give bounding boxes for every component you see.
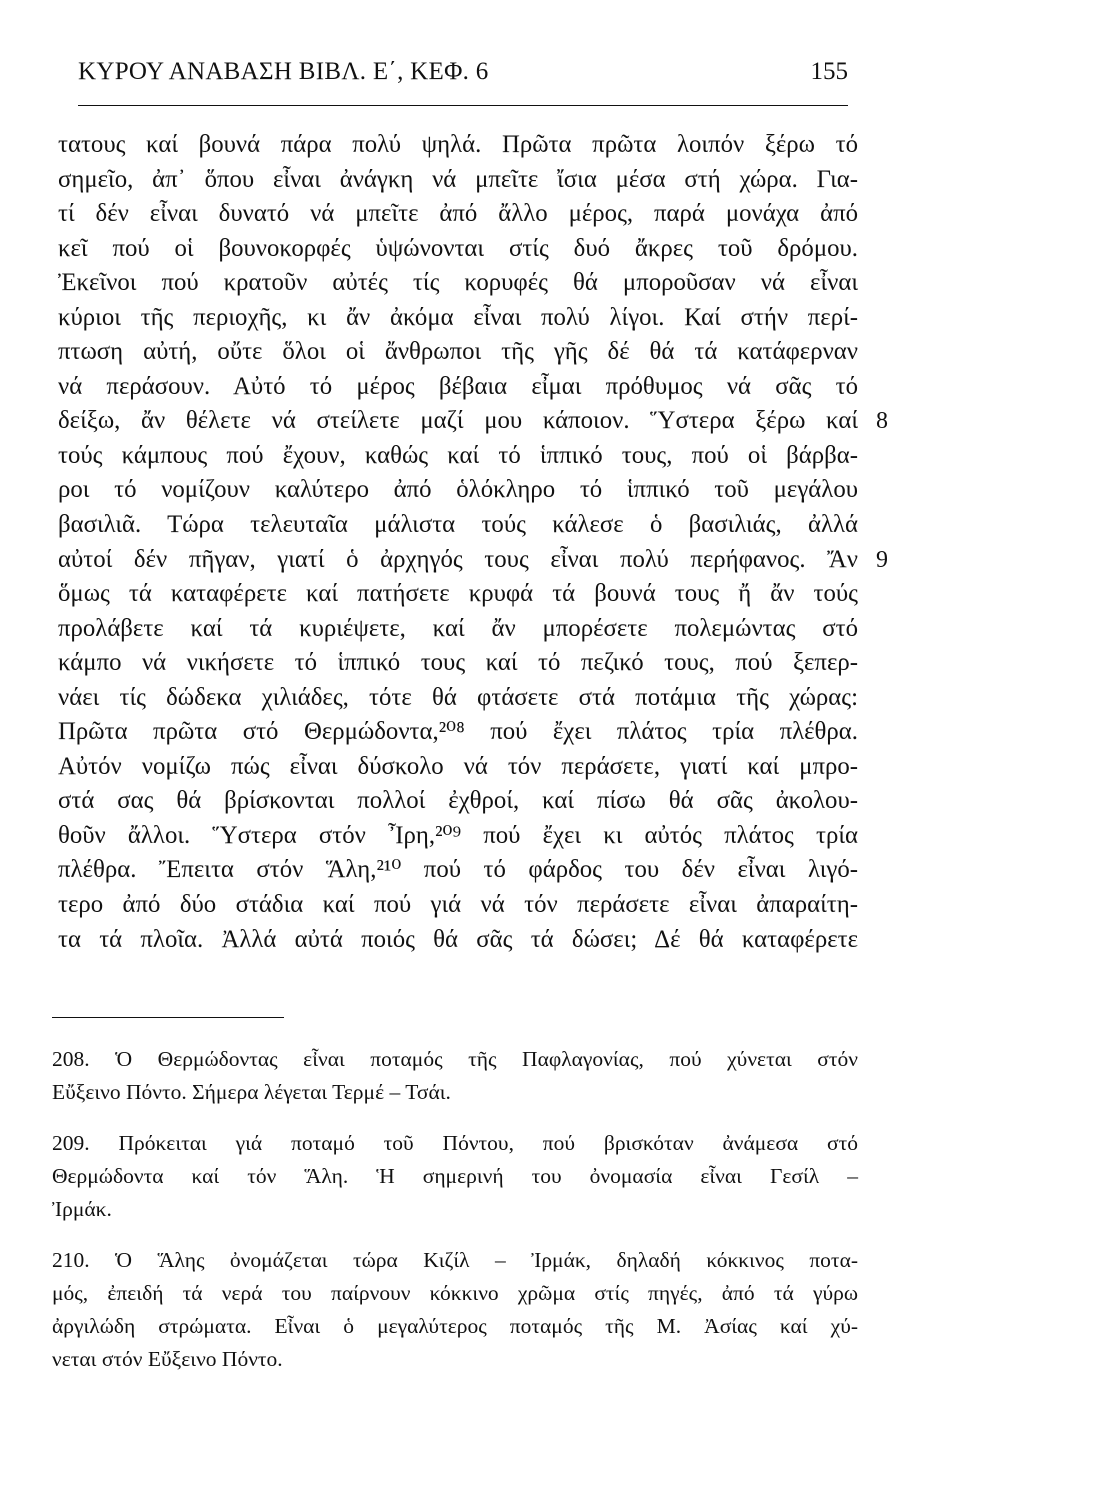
text-line: ὅμως τά καταφέρετε καί πατήσετε κρυφά τά βουνά τους ἤ ἄν τούς — [58, 580, 858, 608]
footnote-line: Εὔξεινο Πόντο. Σήμερα λέγεται Τερμέ – Τσάι. — [52, 1080, 451, 1104]
text-line: σημεῖο, ἀπ᾽ ὅπου εἶναι ἀνάγκη νά μπεῖτε ἴσια μέσα στή χώρα. Για- — [58, 165, 858, 193]
running-head: ΚΥΡΟΥ ΑΝΑΒΑΣΗ ΒΙΒΛ. Ε΄, ΚΕΦ. 6 — [78, 58, 489, 85]
footnote-line: Θερμώδοντα καί τόν Ἅλη. Ἡ σημερινή του ὀνομασία εἶναι Γεσίλ – — [52, 1164, 858, 1188]
footnote-rule — [52, 1017, 284, 1018]
text-line: στά σας θά βρίσκονται πολλοί ἐχθροί, καί πίσω θά σᾶς ἀκολου- — [58, 787, 858, 815]
text-line: τούς κάμπους πού ἔχουν, καθώς καί τό ἱππικό τους, πού οἱ βάρβα- — [58, 441, 858, 469]
margin-section-number: 9 — [876, 546, 888, 573]
footnote-209 — [52, 1127, 858, 1226]
text-line: δείξω, ἄν θέλετε νά στείλετε μαζί μου κάποιον. Ὕστερα ξέρω καί 8 — [58, 404, 858, 439]
text-line: Αὐτόν νομίζω πώς εἶναι δύσκολο νά τόν περάσετε, γιατί καί μπρο- — [58, 752, 858, 780]
footnote-line: μός, ἐπειδή τά νερά του παίρνουν κόκκινο χρῶμα στίς πηγές, ἀπό τά γύρω — [52, 1281, 858, 1305]
main-text — [58, 128, 888, 957]
text-line: θοῦν ἄλλοι. Ὕστερα στόν Ἶρη,²⁰⁹ πού ἔχει κι αὐτός πλάτος τρία — [58, 821, 858, 849]
footnote-line: νεται στόν Εὔξεινο Πόντο. — [52, 1347, 283, 1371]
text-line: πλέθρα. Ἔπειτα στόν Ἅλη,²¹⁰ πού τό φάρδος του δέν εἶναι λιγό- — [58, 856, 858, 884]
footnote-208 — [52, 1043, 858, 1109]
text-line: τα τά πλοῖα. Ἀλλά αὐτά ποιός θά σᾶς τά δώσει; Δέ θά καταφέρετε — [58, 925, 858, 953]
text-line: τί δέν εἶναι δυνατό νά μπεῖτε ἀπό ἄλλο μέρος, παρά μονάχα ἀπό — [58, 200, 858, 228]
text-line: πτωση αὐτή, οὔτε ὅλοι οἱ ἄνθρωποι τῆς γῆς δέ θά τά κατάφερναν — [58, 338, 858, 366]
text-line: κύριοι τῆς περιοχῆς, κι ἄν ἀκόμα εἶναι πολύ λίγοι. Καί στήν περί- — [58, 303, 858, 331]
text-line: κάμπο νά νικήσετε τό ἱππικό τους καί τό πεζικό τους, πού ξεπερ- — [58, 649, 858, 677]
text-line: νάει τίς δώδεκα χιλιάδες, τότε θά φτάσετε στά ποτάμια τῆς χώρας: — [58, 683, 858, 711]
text-line: τατους καί βουνά πάρα πολύ ψηλά. Πρῶτα πρῶτα λοιπόν ξέρω τό — [58, 131, 858, 158]
margin-section-number: 8 — [876, 408, 888, 435]
footnotes — [52, 1043, 858, 1394]
text-line: ροι τό νομίζουν καλύτερο ἀπό ὁλόκληρο τό ἱππικό τοῦ μεγάλου — [58, 476, 858, 504]
text-line: τερο ἀπό δύο στάδια καί πού γιά νά τόν περάσετε εἶναι ἀπαραίτη- — [58, 891, 858, 919]
text-line: Ἐκεῖνοι πού κρατοῦν αὐτές τίς κορυφές θά μποροῦσαν νά εἶναι — [58, 269, 858, 297]
footnote-line: 210. Ὁ Ἅλης ὀνομάζεται τώρα Κιζίλ – Ἰρμάκ, δηλαδή κόκκινος ποτα- — [52, 1248, 858, 1272]
footnote-line: 209. Πρόκειται γιά ποταμό τοῦ Πόντου, πού βρισκόταν ἀνάμεσα στό — [52, 1131, 858, 1155]
page-header — [78, 58, 848, 98]
text-line: αὐτοί δέν πῆγαν, γιατί ὁ ἀρχηγός τους εἶναι πολύ περήφανος. Ἄν 9 — [58, 543, 858, 578]
footnote-210 — [52, 1244, 858, 1376]
text-line: προλάβετε καί τά κυριέψετε, καί ἄν μπορέσετε πολεμώντας στό — [58, 614, 858, 642]
text-line: κεῖ πού οἱ βουνοκορφές ὑψώνονται στίς δυό ἄκρες τοῦ δρόμου. — [58, 234, 858, 262]
footnote-line: Ἰρμάκ. — [52, 1197, 112, 1221]
text-line: βασιλιᾶ. Τώρα τελευταῖα μάλιστα τούς κάλεσε ὁ βασιλιάς, ἀλλά — [58, 511, 858, 539]
page-number: 155 — [810, 58, 848, 85]
footnote-line: ἀργιλώδη στρώματα. Εἶναι ὁ μεγαλύτερος ποταμός τῆς Μ. Ἀσίας καί χύ- — [52, 1314, 858, 1338]
text-line: νά περάσουν. Αὐτό τό μέρος βέβαια εἶμαι πρόθυμος νά σᾶς τό — [58, 372, 858, 400]
header-rule — [78, 105, 848, 106]
footnote-line: 208. Ὁ Θερμώδοντας εἶναι ποταμός τῆς Παφλαγονίας, πού χύνεται στόν — [52, 1047, 858, 1071]
text-line: Πρῶτα πρῶτα στό Θερμώδοντα,²⁰⁸ πού ἔχει πλάτος τρία πλέθρα. — [58, 718, 858, 746]
